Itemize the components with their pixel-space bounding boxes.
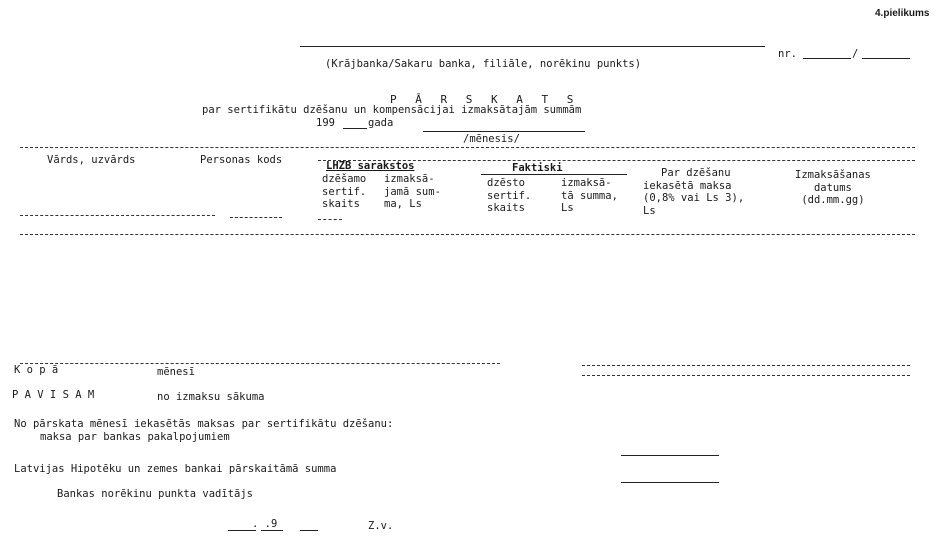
seal-label: Z.v. (368, 520, 394, 532)
col-lhzb-amount-line1: izmaksā- (384, 173, 435, 185)
col-payment-date-line1: Izmaksāšanas (795, 169, 871, 181)
date-year-field[interactable] (300, 530, 318, 531)
report-title: P Ā R S K A T S (390, 93, 580, 106)
col-actual-count-line2: sertif. (487, 189, 532, 202)
col-actual-count-header (487, 177, 531, 215)
col-actual-amount-line1: izmaksā- (561, 177, 612, 189)
fees-line1: No pārskata mēnesī iekasētās maksas par sertifikātu dzēšanu: (14, 418, 394, 430)
fees-line2: maksa par bankas pakalpojumiem (40, 431, 230, 443)
header-subrule (318, 160, 915, 161)
year-suffix: gada (368, 117, 394, 129)
totals-rule-right (582, 365, 910, 366)
col-payment-date-line2: datums (813, 181, 852, 194)
col-actual-amount-line2: tā summa, (561, 189, 618, 202)
col-lhzb-count-header (322, 173, 366, 211)
month-field[interactable] (423, 131, 585, 132)
col-lhzb-count-line2: sertif. (322, 185, 367, 198)
bank-name-line[interactable] (300, 46, 765, 47)
year-field[interactable] (343, 128, 367, 129)
kopa-label: K o p ā (14, 364, 59, 376)
appendix-label: 4.pielikums (875, 8, 930, 19)
col-lhzb-amount-line2: jamā sum- (384, 185, 441, 198)
nr-separator: / (852, 48, 859, 60)
table-bottom-border (20, 234, 915, 235)
col-actual-amount-line3: Ls (561, 202, 574, 214)
hipoteku-line: Latvijas Hipotēku un zemes bankai pārskaitāmā summa (14, 463, 337, 475)
nr-label: nr. (778, 48, 797, 60)
date-month-field[interactable] (261, 530, 283, 531)
col-name-header: Vārds, uzvārds (47, 154, 136, 166)
nr-field-2[interactable] (862, 58, 910, 59)
col-personal-code-header: Personas kods (200, 154, 283, 166)
report-subtitle: par sertifikātu dzēšanu un kompensācijai izmaksātajām summām (202, 104, 582, 116)
col-actual-group-header: Faktiski (512, 162, 563, 174)
pavisam-note: no izmaksu sākuma (157, 391, 265, 403)
header-bottom-left (20, 215, 215, 216)
col-fee-line4: Ls (643, 204, 656, 217)
col-fee-line2: iekasētā maksa (643, 179, 732, 192)
col-lhzb-amount-line3: ma, Ls (384, 198, 422, 210)
col-actual-count-line3: skaits (487, 202, 525, 214)
col-fee-header (643, 167, 744, 217)
nr-field-1[interactable] (803, 58, 851, 59)
bank-caption: (Krājbanka/Sakaru banka, filiāle, norēkinu punkts) (325, 58, 642, 70)
bank-services-field[interactable] (621, 455, 719, 456)
col-lhzb-count-line3: skaits (322, 198, 360, 210)
year-prefix: 199 (316, 117, 335, 129)
hipoteku-amount-field[interactable] (621, 482, 719, 483)
col-fee-line3: (0,8% vai Ls 3), (643, 192, 745, 204)
col-actual-amount-header (561, 177, 618, 215)
col-actual-count-line1: dzēsto (487, 177, 525, 189)
head-label: Bankas norēkinu punkta vadītājs (57, 488, 253, 500)
date-day-field[interactable] (228, 530, 256, 531)
header-bottom-right (318, 219, 342, 220)
col-lhzb-group-header: LHZB sarakstos (326, 160, 415, 172)
col-payment-date-header (795, 169, 871, 207)
col-fee-line1: Par dzēšanu (661, 167, 731, 179)
totals-rule-left (20, 363, 500, 364)
pavisam-label: P A V I S A M (12, 389, 95, 401)
col-lhzb-amount-header (384, 173, 441, 211)
date-placeholder: . .9 (252, 518, 278, 530)
table-top-border (20, 147, 915, 148)
month-caption: /mēnesis/ (463, 133, 520, 145)
kopa-note: mēnesī (157, 366, 195, 378)
col-lhzb-count-line1: dzēšamo (322, 173, 367, 185)
col-payment-date-line3: (dd.mm.gg) (801, 194, 865, 206)
kopa-bottom-rule (582, 375, 910, 376)
header-bottom-mid (230, 217, 282, 218)
